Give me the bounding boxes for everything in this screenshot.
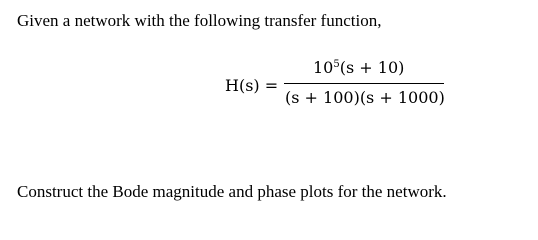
numerator-base: 10 — [313, 58, 334, 77]
numerator-factor: (s + 10) — [339, 58, 405, 77]
equation-lhs: H(s) = — [225, 76, 279, 95]
task-text: Construct the Bode magnitude and phase plots for the network. — [17, 182, 447, 201]
equation-numerator — [313, 58, 404, 77]
numerator-exponent: 5 — [333, 59, 340, 70]
equation-denominator: (s + 100)(s + 1000) — [285, 88, 445, 107]
transfer-function-equation — [225, 58, 455, 110]
intro-text: Given a network with the following transfer function, — [17, 11, 382, 30]
fraction-bar — [284, 83, 444, 84]
